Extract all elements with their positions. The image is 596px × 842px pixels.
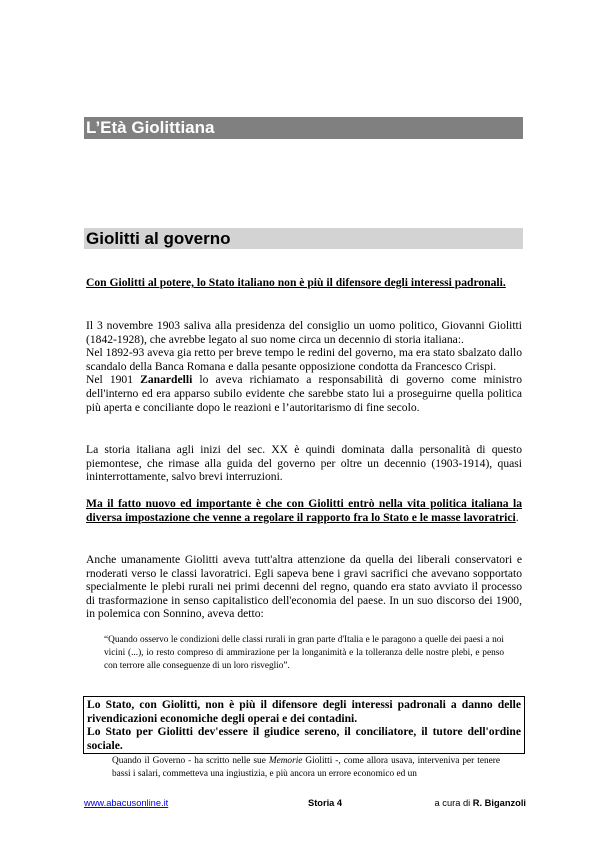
memorie-excerpt-pre: Quando il Governo - ha scritto nelle sue [112, 756, 269, 766]
memorie-title: Memorie [268, 756, 303, 766]
paragraph-3-end: . [515, 510, 519, 524]
key-concept-box [83, 696, 525, 754]
paragraph-1-line-3-post: lo aveva richiamato a responsabilità di governo come ministro dell'interno ed era apparso subilo evidente che sarebbe stato lui a proseguirne quella politica più aperta e conciliante dopo le reazioni e l’autoritarismo di fine secolo. [86, 373, 522, 414]
footer-credit-prefix: a cura di [434, 798, 473, 808]
key-concept-line-2: Lo Stato per Giolitti dev'essere il giudice sereno, il conciliatore, il tutore dell'ordine sociale. [87, 725, 521, 752]
intro-heading: Con Giolitti al potere, lo Stato italiano non è più il difensore degli interessi padronali. [86, 276, 506, 289]
page-footer [84, 798, 526, 812]
footer-credit [435, 798, 526, 808]
paragraph-1-line-3-pre: Nel 1901 [86, 373, 141, 387]
giolitti-quote: “Quando osservo le condizioni delle classi rurali in gran parte d'Italia e le paragono a quelle dei paesi a noi vicini (...), io resto compreso di ammirazione per la longanimità e la tolleranza delle nostre plebi, e penso con terrore alle conseguenze di un loro risveglio”. [104, 635, 504, 671]
key-concept-line-1: Lo Stato, con Giolitti, non è più il difensore degli interessi padronali a danno delle rivendicazioni economiche degli operai e dei contadini. [87, 698, 521, 725]
paragraph-4: Anche umanamente Giolitti aveva tutt'altra attenzione da quella dei liberali conservatori e rnoderati verso le classi lavoratrici. Egli sapeva bene i gravi sacrifici che avevano sopportato specialmente le plebi rurali nei primi decenni del regno, quando era stato avviato il processo di trasformazione in senso capitalistico dell'economia del paese. In un suo discorso dei 1900, in polemica con Sonnino, aveva detto: [86, 553, 522, 621]
paragraph-1 [86, 319, 522, 414]
paragraph-3 [86, 497, 522, 524]
footer-author: R. Biganzoli [472, 798, 526, 808]
footer-subject: Storia 4 [308, 798, 343, 808]
memorie-excerpt-post: Giolitti -, come allora usava, interveniva per tenere bassi i salari, commetteva una ingiustizia, e più ancora un errore economico ed un [112, 756, 501, 779]
paragraph-2: La storia italiana agli inizi del sec. XX è quindi dominata dalla personalità di questo piemontese, che rimase alla guida del governo per oltre un decennio (1903-1914), quasi ininterrottamente, salvo brevi interruzioni. [86, 443, 522, 484]
zanardelli-name: Zanardelli [140, 373, 193, 387]
site-link[interactable]: www.abacusonline.it [84, 798, 169, 808]
section-title: Giolitti al governo [84, 228, 523, 249]
paragraph-1-line-1: Il 3 novembre 1903 saliva alla presidenza del consiglio un uomo politico, Giovanni Giolitti (1842-1928), che avrebbe legato al suo nome circa un decennio di storia italiana:. [86, 319, 522, 346]
paragraph-3-emphasis: Ma il fatto nuovo ed importante è che con Giolitti entrò nella vita politica italiana la diversa impostazione che venne a regolare il rapporto fra lo Stato e le masse lavoratrici [86, 497, 522, 524]
paragraph-1-line-2: Nel 1892-93 aveva gia retto per breve tempo le redini del governo, ma era stato sbalzato dallo scandalo della Banca Romana e dalla pesante opposizione condotta da Francesco Crispi. [86, 346, 522, 373]
memorie-excerpt [112, 755, 500, 781]
page-title: L’Età Giolittiana [84, 117, 523, 139]
